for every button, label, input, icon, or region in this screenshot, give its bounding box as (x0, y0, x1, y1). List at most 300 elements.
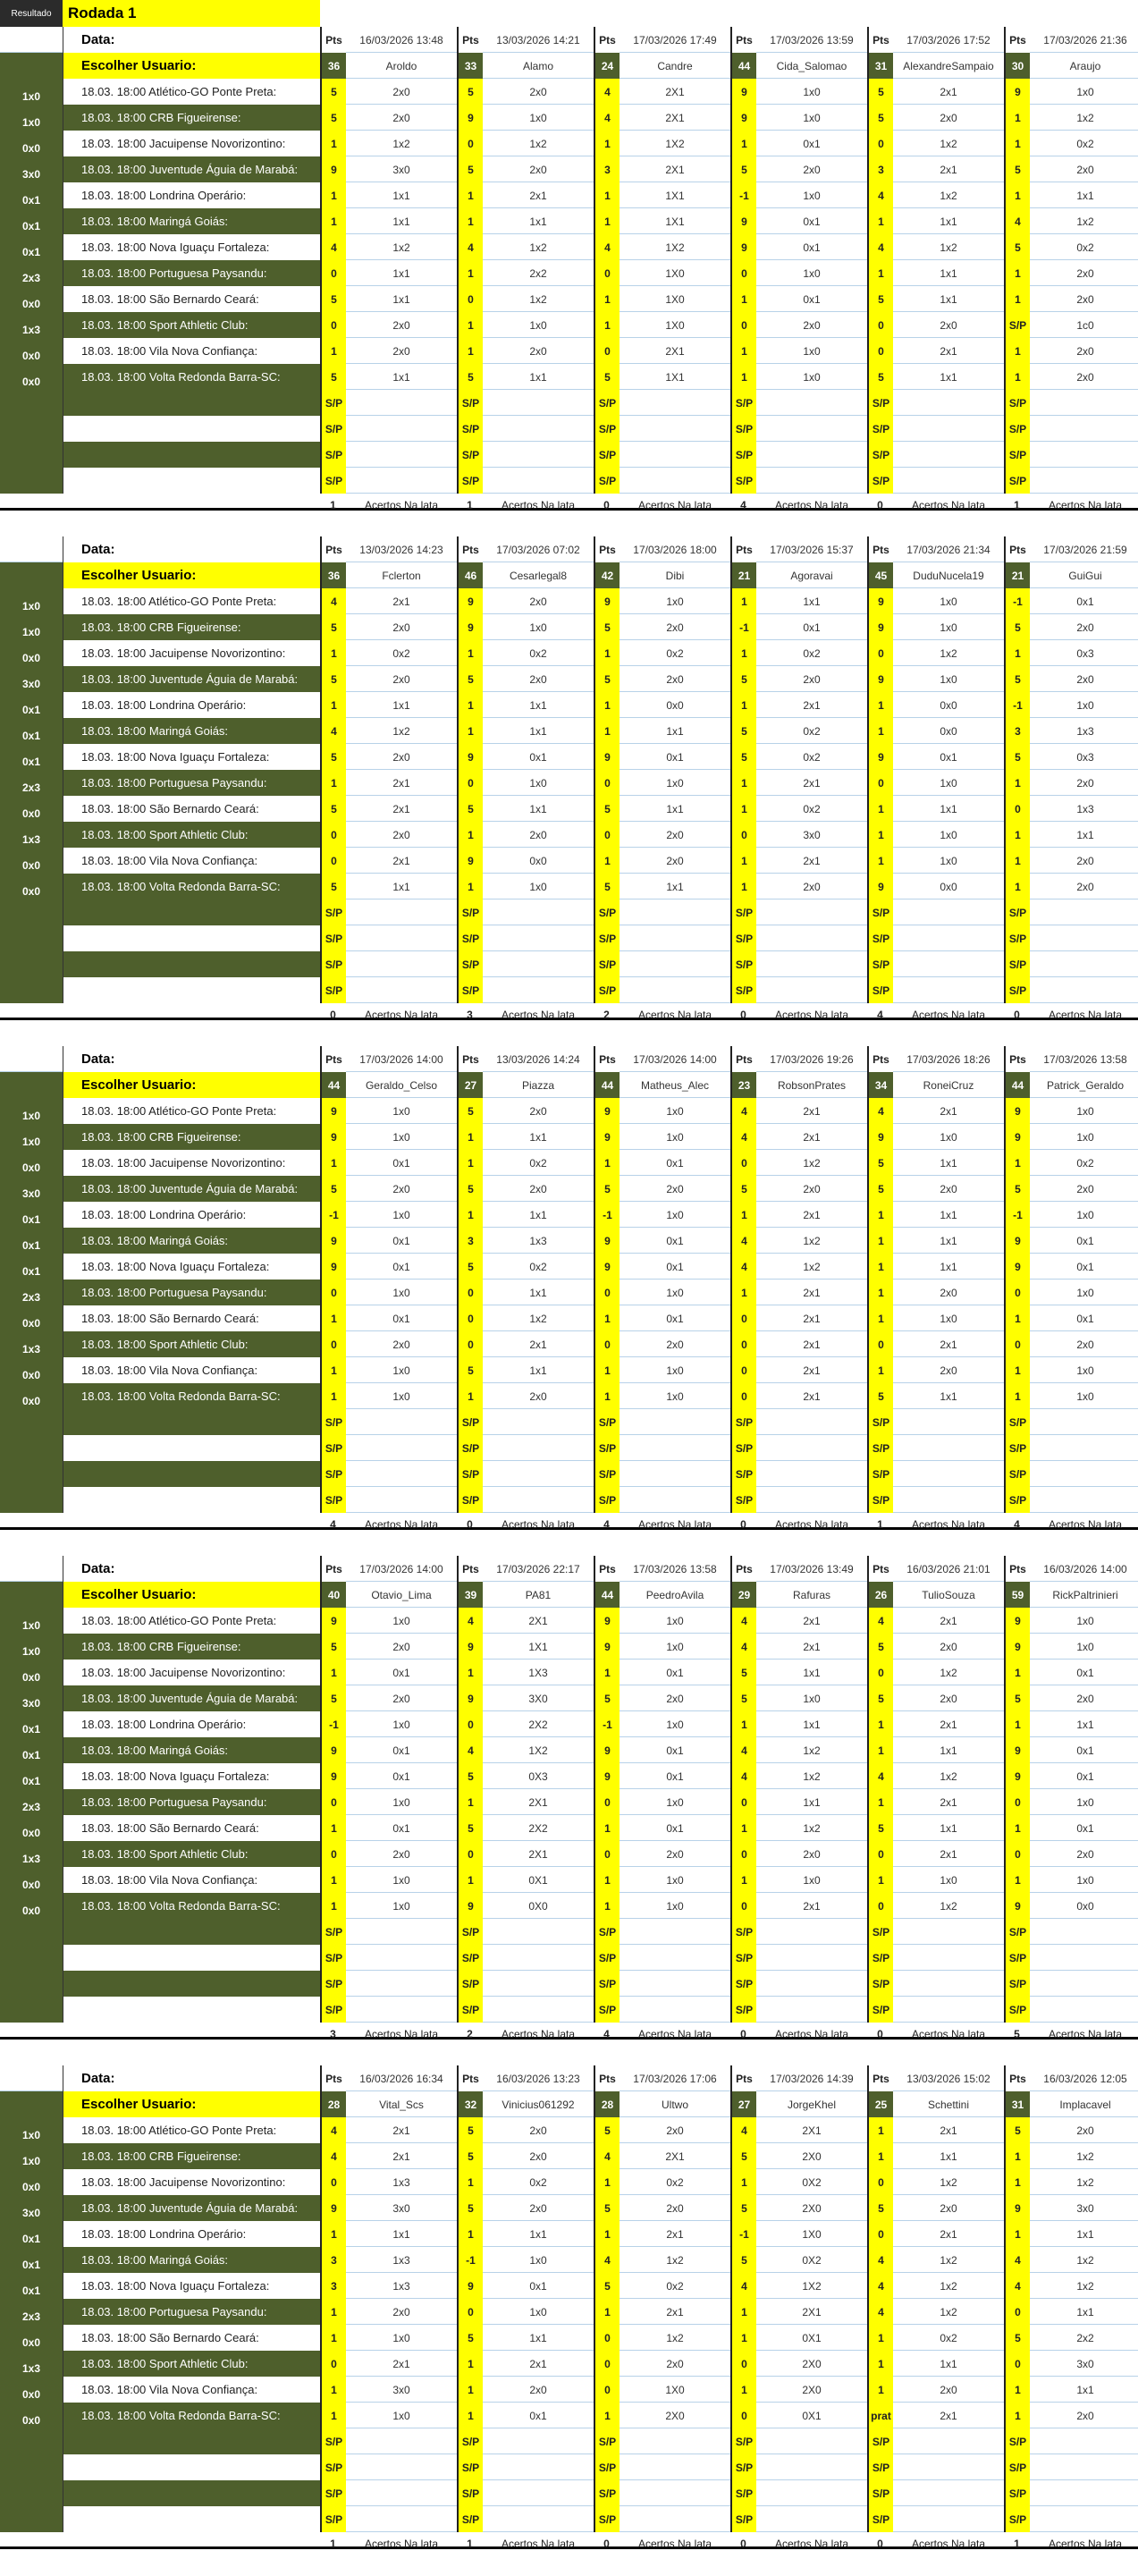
bet-pick[interactable]: 0x0 (666, 698, 684, 712)
bet-pick[interactable]: 1x0 (803, 85, 821, 98)
bet-pick[interactable]: 1x0 (940, 1312, 957, 1325)
bet-pick[interactable]: 1x2 (1076, 2253, 1094, 2267)
bet-pick[interactable]: 2x1 (803, 1338, 821, 1351)
bet-pick[interactable]: 2x0 (529, 1182, 547, 1195)
bet-pick[interactable]: 0x1 (529, 2279, 547, 2293)
bet-pick[interactable]: 1x0 (1076, 1208, 1094, 1221)
bet-pick[interactable]: 2x1 (392, 595, 410, 608)
bet-pick[interactable]: 1x0 (803, 1692, 821, 1705)
bet-pick[interactable]: 0x2 (940, 2331, 957, 2344)
bet-pick[interactable]: 1x2 (803, 1744, 821, 1757)
bet-pick[interactable]: 1x1 (940, 370, 957, 384)
bet-pick[interactable]: 2x2 (529, 266, 547, 280)
bet-pick[interactable]: 2x0 (529, 163, 547, 176)
bet-pick[interactable]: 1x0 (392, 2409, 410, 2422)
bet-pick[interactable]: 1x1 (803, 1795, 821, 1809)
bet-pick[interactable]: 2x1 (940, 1795, 957, 1809)
bet-pick[interactable]: 1x0 (940, 828, 957, 841)
bet-pick[interactable]: 1x0 (666, 595, 684, 608)
bet-pick[interactable]: 0x0 (529, 854, 547, 867)
bet-pick[interactable]: 2X1 (665, 85, 685, 98)
bet-pick[interactable]: 2x0 (1076, 1182, 1094, 1195)
bet-pick[interactable]: 0x1 (1076, 1234, 1094, 1247)
bet-pick[interactable]: 2x0 (803, 672, 821, 686)
bet-pick[interactable]: 1x0 (1076, 1286, 1094, 1299)
bet-pick[interactable]: 1x0 (392, 1614, 410, 1627)
bet-pick[interactable]: 2x0 (392, 1182, 410, 1195)
bet-pick[interactable]: 0X0 (528, 1899, 548, 1913)
bet-pick[interactable]: 2x1 (803, 1614, 821, 1627)
bet-pick[interactable]: 0x1 (803, 292, 821, 306)
bet-pick[interactable]: 0x1 (392, 1769, 410, 1783)
bet-pick[interactable]: 0X2 (802, 2175, 822, 2189)
bet-pick[interactable]: 1x0 (529, 2305, 547, 2318)
bet-pick[interactable]: 2x1 (940, 85, 957, 98)
bet-pick[interactable]: 1x0 (392, 1899, 410, 1913)
bet-pick[interactable]: 2x1 (803, 854, 821, 867)
bet-pick[interactable]: 1x0 (529, 621, 547, 634)
bet-pick[interactable]: 1x2 (940, 2175, 957, 2189)
bet-pick[interactable]: 0x0 (940, 698, 957, 712)
bet-pick[interactable]: 1x2 (529, 292, 547, 306)
bet-pick[interactable]: 1x0 (666, 1389, 684, 1403)
bet-pick[interactable]: 2x1 (940, 2227, 957, 2241)
bet-pick[interactable]: 1X0 (665, 2383, 685, 2396)
bet-pick[interactable]: 0x1 (803, 215, 821, 228)
bet-pick[interactable]: 1x0 (1076, 698, 1094, 712)
bet-pick[interactable]: 2x0 (1076, 2409, 1094, 2422)
bet-pick[interactable]: 2X1 (665, 163, 685, 176)
bet-pick[interactable]: 2x1 (529, 2357, 547, 2370)
bet-pick[interactable]: 1x2 (1076, 215, 1094, 228)
bet-pick[interactable]: 2x1 (803, 1899, 821, 1913)
bet-pick[interactable]: 1x0 (1076, 1614, 1094, 1627)
bet-pick[interactable]: 0x1 (1076, 1821, 1094, 1835)
bet-pick[interactable]: 1x0 (529, 318, 547, 332)
bet-pick[interactable]: 2x0 (529, 1389, 547, 1403)
bet-pick[interactable]: 0X1 (528, 1873, 548, 1887)
bet-pick[interactable]: 1x1 (392, 189, 410, 202)
bet-pick[interactable]: 2x1 (940, 1104, 957, 1118)
player-name[interactable]: RobsonPrates (777, 1078, 847, 1092)
bet-pick[interactable]: 2x0 (666, 1847, 684, 1861)
bet-pick[interactable]: 1x0 (940, 672, 957, 686)
bet-pick[interactable]: 2x1 (940, 344, 957, 358)
bet-pick[interactable]: 2x0 (803, 163, 821, 176)
bet-pick[interactable]: 1x0 (666, 1286, 684, 1299)
bet-pick[interactable]: 2X0 (802, 2149, 822, 2163)
bet-pick[interactable]: 2x0 (803, 1847, 821, 1861)
bet-pick[interactable]: 0X1 (802, 2331, 822, 2344)
bet-pick[interactable]: 1x2 (1076, 2279, 1094, 2293)
bet-pick[interactable]: 1x1 (392, 292, 410, 306)
bet-pick[interactable]: 1x1 (940, 1234, 957, 1247)
bet-pick[interactable]: 1x3 (1076, 802, 1094, 815)
bet-pick[interactable]: 1x1 (940, 2357, 957, 2370)
bet-pick[interactable]: 2x1 (392, 802, 410, 815)
bet-pick[interactable]: 0x2 (529, 2175, 547, 2189)
bet-pick[interactable]: 2x0 (940, 1364, 957, 1377)
player-name[interactable]: Piazza (521, 1078, 555, 1092)
bet-pick[interactable]: 2x0 (392, 621, 410, 634)
bet-pick[interactable]: 0x1 (1076, 1744, 1094, 1757)
bet-pick[interactable]: 0x2 (666, 2175, 684, 2189)
bet-pick[interactable]: 0x1 (529, 750, 547, 764)
bet-pick[interactable]: 1x1 (529, 802, 547, 815)
bet-pick[interactable]: 2x0 (940, 111, 957, 124)
bet-pick[interactable]: 1x1 (529, 215, 547, 228)
player-name[interactable]: Aroldo (385, 59, 417, 72)
bet-pick[interactable]: 1x0 (392, 1104, 410, 1118)
bet-pick[interactable]: 1x0 (392, 1208, 410, 1221)
bet-pick[interactable]: 1x0 (1076, 85, 1094, 98)
bet-pick[interactable]: 2x0 (1076, 1847, 1094, 1861)
bet-pick[interactable]: 1x0 (392, 2331, 410, 2344)
user-select-label[interactable]: Escolher Usuario: (63, 2091, 320, 2117)
bet-pick[interactable]: 1x0 (666, 1614, 684, 1627)
bet-pick[interactable]: 2x1 (803, 1286, 821, 1299)
bet-pick[interactable]: 1x1 (1076, 2227, 1094, 2241)
player-name[interactable]: Implacavel (1059, 2098, 1111, 2111)
bet-pick[interactable]: 1x2 (940, 1666, 957, 1679)
bet-pick[interactable]: 2x1 (392, 2357, 410, 2370)
bet-pick[interactable]: 1x1 (392, 370, 410, 384)
bet-pick[interactable]: 1x1 (529, 2331, 547, 2344)
bet-pick[interactable]: 1x1 (940, 802, 957, 815)
bet-pick[interactable]: 0x3 (1076, 646, 1094, 660)
player-name[interactable]: RoneiCruz (923, 1078, 974, 1092)
bet-pick[interactable]: 1x1 (529, 370, 547, 384)
bet-pick[interactable]: 1x2 (803, 1156, 821, 1170)
bet-pick[interactable]: 0x2 (803, 802, 821, 815)
bet-pick[interactable]: 2x0 (1076, 672, 1094, 686)
bet-pick[interactable]: 3x0 (1076, 2357, 1094, 2370)
bet-pick[interactable]: 1x1 (666, 802, 684, 815)
bet-pick[interactable]: 2x0 (666, 621, 684, 634)
bet-pick[interactable]: 3x0 (392, 2383, 410, 2396)
bet-pick[interactable]: 1x0 (392, 1873, 410, 1887)
bet-pick[interactable]: 2x0 (666, 828, 684, 841)
player-name[interactable]: GuiGui (1068, 569, 1102, 582)
user-select-label[interactable]: Escolher Usuario: (63, 1072, 320, 1098)
bet-pick[interactable]: 1x0 (666, 1130, 684, 1144)
bet-pick[interactable]: 1x0 (666, 1208, 684, 1221)
player-name[interactable]: JorgeKhel (787, 2098, 837, 2111)
player-name[interactable]: TulioSouza (922, 1588, 975, 1601)
bet-pick[interactable]: 2x1 (940, 163, 957, 176)
bet-pick[interactable]: 2x0 (1076, 344, 1094, 358)
bet-pick[interactable]: 1x1 (1076, 1718, 1094, 1731)
bet-pick[interactable]: 2x2 (1076, 2331, 1094, 2344)
player-name[interactable]: Geraldo_Celso (365, 1078, 438, 1092)
bet-pick[interactable]: 2x0 (392, 111, 410, 124)
bet-pick[interactable]: 1x0 (666, 1873, 684, 1887)
bet-pick[interactable]: 1x2 (392, 241, 410, 254)
bet-pick[interactable]: 1x0 (1076, 1389, 1094, 1403)
bet-pick[interactable]: 1x2 (940, 1769, 957, 1783)
bet-pick[interactable]: 1x0 (1076, 1104, 1094, 1118)
bet-pick[interactable]: 2X1 (528, 1847, 548, 1861)
bet-pick[interactable]: 1x0 (803, 111, 821, 124)
bet-pick[interactable]: 1x2 (940, 1899, 957, 1913)
bet-pick[interactable]: 2x0 (1076, 370, 1094, 384)
bet-pick[interactable]: 2x0 (392, 318, 410, 332)
bet-pick[interactable]: 0x1 (392, 1744, 410, 1757)
bet-pick[interactable]: 2x0 (392, 344, 410, 358)
bet-pick[interactable]: 1x0 (940, 1873, 957, 1887)
bet-pick[interactable]: 1x0 (666, 1718, 684, 1731)
bet-pick[interactable]: 2x0 (529, 2383, 547, 2396)
bet-pick[interactable]: 1x1 (529, 724, 547, 738)
bet-pick[interactable]: 1x1 (392, 2227, 410, 2241)
bet-pick[interactable]: 1X1 (665, 215, 685, 228)
bet-pick[interactable]: 2x0 (392, 672, 410, 686)
bet-pick[interactable]: 1x1 (1076, 2305, 1094, 2318)
bet-pick[interactable]: 1x2 (940, 2279, 957, 2293)
bet-pick[interactable]: 2x0 (529, 828, 547, 841)
bet-pick[interactable]: 0x0 (1076, 1899, 1094, 1913)
bet-pick[interactable]: 2x0 (940, 1286, 957, 1299)
bet-pick[interactable]: 2x0 (1076, 1692, 1094, 1705)
bet-pick[interactable]: 1x0 (529, 776, 547, 790)
bet-pick[interactable]: 1x1 (529, 698, 547, 712)
bet-pick[interactable]: 2x0 (666, 1338, 684, 1351)
bet-pick[interactable]: 0x1 (529, 2409, 547, 2422)
bet-pick[interactable]: 2x0 (940, 2201, 957, 2215)
bet-pick[interactable]: 2x1 (803, 1312, 821, 1325)
bet-pick[interactable]: 2x1 (803, 698, 821, 712)
bet-pick[interactable]: 1X1 (665, 189, 685, 202)
bet-pick[interactable]: 2x0 (529, 2124, 547, 2137)
bet-pick[interactable]: 1x2 (1076, 2175, 1094, 2189)
bet-pick[interactable]: 3x0 (392, 163, 410, 176)
bet-pick[interactable]: 1x2 (392, 137, 410, 150)
bet-pick[interactable]: 1x1 (666, 724, 684, 738)
bet-pick[interactable]: 1x0 (803, 266, 821, 280)
bet-pick[interactable]: 1X0 (802, 2227, 822, 2241)
bet-pick[interactable]: 0X3 (528, 1769, 548, 1783)
bet-pick[interactable]: 1x2 (940, 2253, 957, 2267)
player-name[interactable]: Candre (657, 59, 693, 72)
bet-pick[interactable]: 2x1 (940, 1847, 957, 1861)
bet-pick[interactable]: 1x0 (940, 621, 957, 634)
bet-pick[interactable]: 2x0 (666, 2124, 684, 2137)
player-name[interactable]: Schettini (927, 2098, 970, 2111)
bet-pick[interactable]: 2x0 (1076, 854, 1094, 867)
bet-pick[interactable]: 2X0 (802, 2201, 822, 2215)
bet-pick[interactable]: 0x1 (392, 1260, 410, 1273)
bet-pick[interactable]: 1X2 (665, 241, 685, 254)
bet-pick[interactable]: 0x1 (1076, 1666, 1094, 1679)
bet-pick[interactable]: 1x0 (1076, 1873, 1094, 1887)
bet-pick[interactable]: 1X0 (665, 292, 685, 306)
bet-pick[interactable]: 1X1 (665, 370, 685, 384)
bet-pick[interactable]: 1x1 (940, 1389, 957, 1403)
bet-pick[interactable]: 0x2 (803, 750, 821, 764)
user-select-label[interactable]: Escolher Usuario: (63, 562, 320, 588)
bet-pick[interactable]: 2x0 (529, 344, 547, 358)
bet-pick[interactable]: 1x1 (940, 1744, 957, 1757)
bet-pick[interactable]: 2x0 (1076, 880, 1094, 893)
bet-pick[interactable]: 1x2 (940, 2305, 957, 2318)
bet-pick[interactable]: 2X2 (528, 1821, 548, 1835)
bet-pick[interactable]: 0x1 (1076, 1260, 1094, 1273)
bet-pick[interactable]: 1x0 (666, 1364, 684, 1377)
bet-pick[interactable]: 0x1 (666, 750, 684, 764)
bet-pick[interactable]: 1X3 (528, 1666, 548, 1679)
bet-pick[interactable]: 1X2 (528, 1744, 548, 1757)
bet-pick[interactable]: 2X1 (665, 2149, 685, 2163)
bet-pick[interactable]: 2x1 (392, 854, 410, 867)
bet-pick[interactable]: 2x1 (666, 2305, 684, 2318)
bet-pick[interactable]: 0x1 (666, 1821, 684, 1835)
bet-pick[interactable]: 1x3 (1076, 724, 1094, 738)
bet-pick[interactable]: 0x1 (803, 621, 821, 634)
user-select-label[interactable]: Escolher Usuario: (63, 1582, 320, 1608)
bet-pick[interactable]: 0x1 (1076, 1769, 1094, 1783)
bet-pick[interactable]: 2x0 (529, 2149, 547, 2163)
player-name[interactable]: AlexandreSampaio (903, 59, 994, 72)
bet-pick[interactable]: 0x2 (1076, 241, 1094, 254)
bet-pick[interactable]: 0x1 (392, 1312, 410, 1325)
bet-pick[interactable]: 2x0 (803, 318, 821, 332)
bet-pick[interactable]: 1x2 (940, 646, 957, 660)
bet-pick[interactable]: 2x1 (803, 776, 821, 790)
bet-pick[interactable]: 1x0 (392, 1286, 410, 1299)
bet-pick[interactable]: 1x0 (666, 1640, 684, 1653)
bet-pick[interactable]: 0x2 (666, 646, 684, 660)
bet-pick[interactable]: 2x0 (1076, 776, 1094, 790)
bet-pick[interactable]: 2X2 (528, 1718, 548, 1731)
bet-pick[interactable]: 2x1 (803, 1104, 821, 1118)
bet-pick[interactable]: 1x3 (392, 2175, 410, 2189)
bet-pick[interactable]: 1x0 (666, 776, 684, 790)
bet-pick[interactable]: 1x1 (392, 266, 410, 280)
bet-pick[interactable]: 1x3 (392, 2253, 410, 2267)
bet-pick[interactable]: 2x1 (392, 2124, 410, 2137)
player-name[interactable]: Alamo (522, 59, 553, 72)
bet-pick[interactable]: 1c0 (1076, 318, 1094, 332)
bet-pick[interactable]: 1x0 (529, 2253, 547, 2267)
bet-pick[interactable]: 1x2 (803, 1821, 821, 1835)
bet-pick[interactable]: 2X1 (802, 2124, 822, 2137)
bet-pick[interactable]: 0x1 (666, 1769, 684, 1783)
bet-pick[interactable]: 1x1 (940, 1156, 957, 1170)
bet-pick[interactable]: 1x2 (666, 2253, 684, 2267)
bet-pick[interactable]: 3x0 (803, 828, 821, 841)
bet-pick[interactable]: 1x0 (666, 1795, 684, 1809)
bet-pick[interactable]: 2x1 (803, 1208, 821, 1221)
bet-pick[interactable]: 1x1 (529, 1208, 547, 1221)
player-name[interactable]: Dibi (665, 569, 685, 582)
bet-pick[interactable]: 0x2 (529, 1156, 547, 1170)
player-name[interactable]: DuduNucela19 (913, 569, 984, 582)
bet-pick[interactable]: 0x0 (940, 724, 957, 738)
bet-pick[interactable]: 0x1 (392, 1821, 410, 1835)
bet-pick[interactable]: 2x0 (803, 1182, 821, 1195)
bet-pick[interactable]: 2x0 (666, 854, 684, 867)
bet-pick[interactable]: 0x1 (666, 1260, 684, 1273)
bet-pick[interactable]: 2x1 (529, 1338, 547, 1351)
bet-pick[interactable]: 1x0 (529, 880, 547, 893)
bet-pick[interactable]: 3x0 (1076, 2201, 1094, 2215)
bet-pick[interactable]: 0x2 (529, 646, 547, 660)
bet-pick[interactable]: 1x2 (529, 137, 547, 150)
bet-pick[interactable]: 2x0 (940, 1640, 957, 1653)
bet-pick[interactable]: 1x0 (392, 1364, 410, 1377)
bet-pick[interactable]: 1x2 (803, 1260, 821, 1273)
bet-pick[interactable]: 1X1 (528, 1640, 548, 1653)
bet-pick[interactable]: 1x1 (392, 215, 410, 228)
bet-pick[interactable]: 0x2 (1076, 1156, 1094, 1170)
bet-pick[interactable]: 2x0 (940, 2383, 957, 2396)
player-name[interactable]: Patrick_Geraldo (1046, 1078, 1125, 1092)
bet-pick[interactable]: 1x2 (529, 241, 547, 254)
bet-pick[interactable]: 2X1 (528, 1614, 548, 1627)
bet-pick[interactable]: 1x0 (666, 1104, 684, 1118)
bet-pick[interactable]: 0x1 (392, 1666, 410, 1679)
bet-pick[interactable]: 1x2 (803, 1769, 821, 1783)
player-name[interactable]: PeedroAvila (645, 1588, 704, 1601)
bet-pick[interactable]: 1x0 (529, 111, 547, 124)
bet-pick[interactable]: 1x1 (940, 1208, 957, 1221)
bet-pick[interactable]: 1x1 (940, 292, 957, 306)
bet-pick[interactable]: 2x1 (392, 776, 410, 790)
bet-pick[interactable]: 1x0 (803, 189, 821, 202)
bet-pick[interactable]: 0x3 (1076, 750, 1094, 764)
bet-pick[interactable]: 1x2 (940, 241, 957, 254)
bet-pick[interactable]: 1x0 (940, 595, 957, 608)
bet-pick[interactable]: 2X1 (665, 344, 685, 358)
bet-pick[interactable]: 2x0 (392, 85, 410, 98)
bet-pick[interactable]: 1x0 (803, 344, 821, 358)
bet-pick[interactable]: 2x1 (803, 1130, 821, 1144)
bet-pick[interactable]: 0x1 (392, 1156, 410, 1170)
bet-pick[interactable]: 2x0 (529, 672, 547, 686)
bet-pick[interactable]: 0x1 (940, 750, 957, 764)
bet-pick[interactable]: 0x2 (666, 2279, 684, 2293)
bet-pick[interactable]: 1x1 (666, 880, 684, 893)
bet-pick[interactable]: 2x0 (529, 595, 547, 608)
bet-pick[interactable]: 1x0 (1076, 1795, 1094, 1809)
player-name[interactable]: Vital_Scs (379, 2098, 424, 2111)
bet-pick[interactable]: 2x0 (666, 672, 684, 686)
bet-pick[interactable]: 3X0 (528, 1692, 548, 1705)
bet-pick[interactable]: 2x1 (940, 1614, 957, 1627)
bet-pick[interactable]: 1x1 (392, 698, 410, 712)
bet-pick[interactable]: 0x0 (940, 880, 957, 893)
bet-pick[interactable]: 2x0 (940, 318, 957, 332)
bet-pick[interactable]: 2x0 (392, 750, 410, 764)
bet-pick[interactable]: 0x2 (1076, 137, 1094, 150)
bet-pick[interactable]: 2x0 (1076, 2124, 1094, 2137)
bet-pick[interactable]: 2x0 (803, 880, 821, 893)
bet-pick[interactable]: 2X0 (802, 2383, 822, 2396)
bet-pick[interactable]: 0x1 (803, 137, 821, 150)
bet-pick[interactable]: 2x0 (666, 1692, 684, 1705)
bet-pick[interactable]: 1x1 (803, 1666, 821, 1679)
bet-pick[interactable]: 0x2 (392, 646, 410, 660)
player-name[interactable]: Araujo (1069, 59, 1101, 72)
bet-pick[interactable]: 0x2 (803, 724, 821, 738)
bet-pick[interactable]: 1x1 (940, 215, 957, 228)
bet-pick[interactable]: 2x1 (392, 2149, 410, 2163)
bet-pick[interactable]: 0x2 (529, 1260, 547, 1273)
bet-pick[interactable]: 1x0 (940, 776, 957, 790)
bet-pick[interactable]: 1x2 (392, 724, 410, 738)
bet-pick[interactable]: 2X1 (802, 2305, 822, 2318)
bet-pick[interactable]: 0x1 (666, 1666, 684, 1679)
